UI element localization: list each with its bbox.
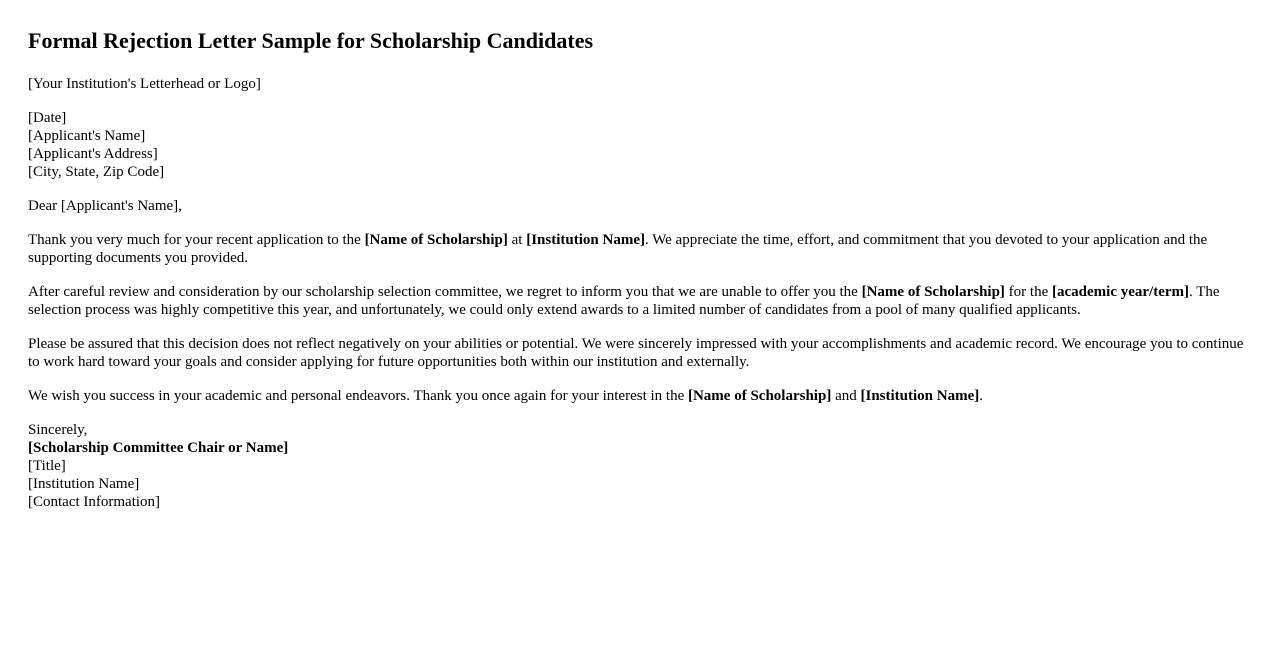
academic-term-placeholder: [academic year/term]: [1052, 284, 1190, 300]
valediction: Sincerely,: [28, 422, 88, 438]
paragraph-text: Thank you very much for your recent application to the: [28, 232, 365, 248]
scholarship-name-placeholder: [Name of Scholarship]: [687, 388, 832, 404]
institution-name-placeholder: [Institution Name]: [860, 388, 980, 404]
paragraph-text: .: [979, 388, 983, 404]
institution-name-placeholder: [Institution Name]: [526, 232, 645, 248]
paragraph-text: and: [831, 388, 861, 404]
salutation: Dear [Applicant's Name],: [28, 198, 182, 214]
scholarship-name-placeholder: [Name of Scholarship]: [364, 232, 508, 248]
applicant-address-line: [Applicant's Address]: [28, 146, 158, 162]
paragraph-encouragement: Please be assured that this decision does not reflect negatively on your abilities or potential. We were sincerely impressed with your accomplishments and academic record. We encourage you to continue to work hard toward your goals and consider applying for future opportunities both within our institution and externally.: [28, 336, 1244, 370]
paragraph-thank-you: [28, 231, 1250, 267]
paragraph-text: After careful review and consideration by our scholarship selection committee, we regret to inform you that we are unable to offer you the: [28, 284, 862, 300]
signer-institution: [Institution Name]: [28, 476, 140, 492]
paragraph-text: at: [507, 232, 527, 248]
paragraph-text: for the: [1004, 284, 1052, 300]
address-block: [28, 109, 1250, 181]
paragraph-well-wishes: [28, 387, 1250, 405]
paragraph-decision: [28, 283, 1250, 319]
page-title: Formal Rejection Letter Sample for Scholarship Candidates: [28, 28, 594, 53]
signer-contact: [Contact Information]: [28, 494, 161, 510]
city-state-zip-line: [City, State, Zip Code]: [28, 164, 165, 180]
applicant-name-line: [Applicant's Name]: [28, 128, 146, 144]
letterhead-placeholder: [Your Institution's Letterhead or Logo]: [28, 76, 261, 92]
paragraph-text: We wish you success in your academic and personal endeavors. Thank you once again for your interest in the: [28, 388, 688, 404]
date-line: [Date]: [28, 110, 67, 126]
scholarship-name-placeholder: [Name of Scholarship]: [861, 284, 1005, 300]
paragraph-text: . The selection process was highly competitive this year, and unfortunately, we could only extend awards to a limited number of candidates from a pool of many qualified applicants.: [28, 284, 1220, 318]
closing-block: [28, 421, 1250, 511]
paragraph-text: . We appreciate the time, effort, and commitment that you devoted to your application and the supporting documents you provided.: [28, 232, 1208, 266]
signer-title: [Title]: [28, 458, 66, 474]
signer-name: [Scholarship Committee Chair or Name]: [28, 440, 289, 456]
